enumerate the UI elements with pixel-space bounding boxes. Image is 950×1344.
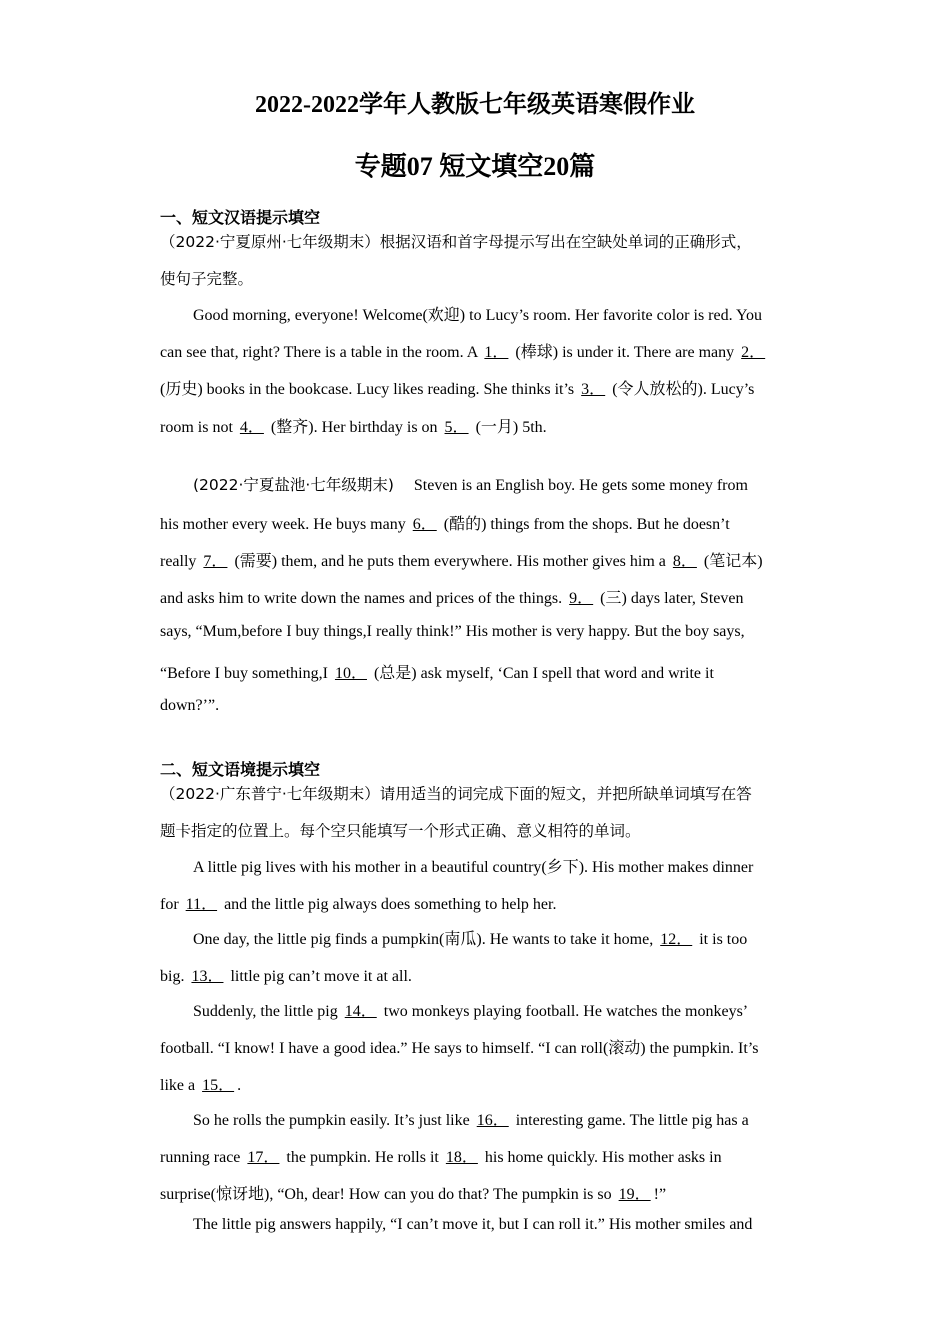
passage3-line: for 11． and the little pig always does something to help her. bbox=[160, 896, 557, 913]
passage1-line: room is not 4． (整齐). Her birthday is on 5． (一月) 5th. bbox=[160, 419, 547, 436]
section1-instruction-cont: 使句子完整。 bbox=[160, 270, 254, 288]
passage2-line: (2022·宁夏盐池·七年级期末) Steven is an English boy. He gets some money from bbox=[193, 476, 748, 494]
passage3-line: football. “I know! I have a good idea.” He says to himself. “I can roll(滚动) the pumpkin. It’s bbox=[160, 1040, 759, 1057]
passage3-line: A little pig lives with his mother in a beautiful country(乡下). His mother makes dinner bbox=[193, 859, 754, 876]
blank-15[interactable]: 15． bbox=[202, 1077, 235, 1094]
passage3-line: surprise(惊讶地), “Oh, dear! How can you do that? The pumpkin is so 19． !” bbox=[160, 1186, 667, 1203]
passage2-line: his mother every week. He buys many 6． (酷的) things from the shops. But he doesn’t bbox=[160, 516, 730, 533]
section2-instruction: （2022·广东普宁·七年级期末）请用适当的词完成下面的短文，并把所缺单词填写在答 bbox=[160, 785, 752, 803]
section1-instruction: （2022·宁夏原州·七年级期末）根据汉语和首字母提示写出在空缺处单词的正确形式， bbox=[160, 233, 752, 251]
passage1-line: Good morning, everyone! Welcome(欢迎) to Lucy’s room. Her favorite color is red. You bbox=[193, 307, 762, 324]
passage2-line: and asks him to write down the names and prices of the things. 9． (三) days later, Steven bbox=[160, 590, 744, 607]
blank-13[interactable]: 13． bbox=[191, 968, 224, 985]
passage2-line: really 7． (需要) them, and he puts them everywhere. His mother gives him a 8． (笔记本) bbox=[160, 553, 763, 570]
passage1-line: (历史) books in the bookcase. Lucy likes reading. She thinks it’s 3． (令人放松的). Lucy’s bbox=[160, 381, 755, 398]
passage3-line: Suddenly, the little pig 14． two monkeys playing football. He watches the monkeys’ bbox=[193, 1003, 749, 1020]
blank-18[interactable]: 18． bbox=[445, 1149, 478, 1166]
blank-11[interactable]: 11． bbox=[185, 896, 218, 913]
blank-6[interactable]: 6． bbox=[412, 516, 437, 533]
passage2-line: says, “Mum,before I buy things,I really think!” His mother is very happy. But the boy says, bbox=[160, 623, 745, 640]
section-heading-1: 一、短文汉语提示填空 bbox=[160, 208, 321, 227]
blank-8[interactable]: 8． bbox=[672, 553, 697, 570]
blank-5[interactable]: 5． bbox=[444, 419, 469, 436]
passage2-line: “Before I buy something,I 10． (总是) ask myself, ‘Can I spell that word and write it bbox=[160, 665, 714, 682]
blank-19[interactable]: 19． bbox=[618, 1186, 651, 1203]
passage1-line: can see that, right? There is a table in the room. A 1． (棒球) is under it. There are many 2． bbox=[160, 339, 800, 362]
document-subtitle: 专题07 短文填空20篇 bbox=[354, 152, 596, 181]
blank-10[interactable]: 10． bbox=[334, 665, 367, 682]
passage3-line: like a 15． . bbox=[160, 1077, 242, 1094]
document-title: 2022-2022学年人教版七年级英语寒假作业 bbox=[255, 92, 695, 118]
blank-4[interactable]: 4． bbox=[239, 419, 264, 436]
blank-17[interactable]: 17． bbox=[247, 1149, 280, 1166]
passage3-line: running race 17． the pumpkin. He rolls it 18． his home quickly. His mother asks in bbox=[160, 1149, 722, 1166]
passage3-line: One day, the little pig finds a pumpkin(南瓜). He wants to take it home, 12． it is too bbox=[193, 931, 748, 948]
passage3-line: The little pig answers happily, “I can’t move it, but I can roll it.” His mother smiles and bbox=[193, 1216, 753, 1233]
section2-instruction-cont: 题卡指定的位置上。每个空只能填写一个形式正确、意义相符的单词。 bbox=[160, 822, 641, 840]
blank-9[interactable]: 9． bbox=[569, 590, 594, 607]
section-heading-2: 二、短文语境提示填空 bbox=[160, 760, 321, 779]
blank-1[interactable]: 1． bbox=[484, 344, 509, 361]
blank-7[interactable]: 7． bbox=[203, 553, 228, 570]
blank-12[interactable]: 12． bbox=[660, 931, 693, 948]
passage3-line: big. 13． little pig can’t move it at all. bbox=[160, 968, 412, 985]
blank-2[interactable]: 2． bbox=[741, 344, 766, 361]
passage2-source: (2022·宁夏盐池·七年级期末) bbox=[193, 476, 394, 494]
blank-14[interactable]: 14． bbox=[344, 1003, 377, 1020]
passage3-line: So he rolls the pumpkin easily. It’s just like 16． interesting game. The little pig has a bbox=[193, 1112, 749, 1129]
passage2-line: down?’”. bbox=[160, 697, 220, 714]
blank-16[interactable]: 16． bbox=[476, 1112, 509, 1129]
blank-3[interactable]: 3． bbox=[581, 381, 606, 398]
